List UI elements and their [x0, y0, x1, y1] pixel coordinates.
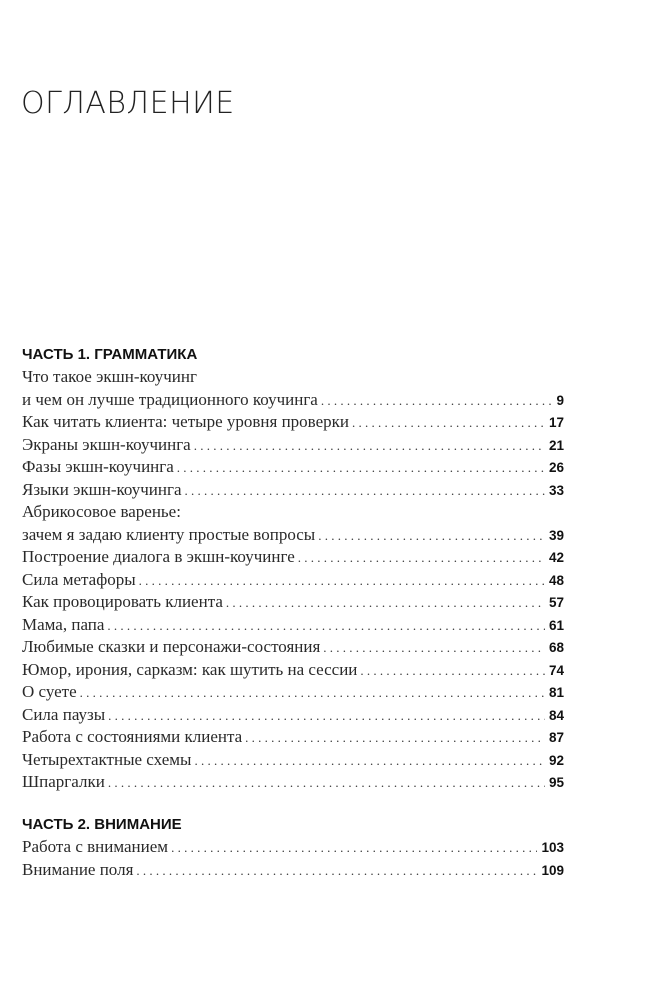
- entry-title: Работа с состояниями клиента: [22, 727, 243, 746]
- entry-title: Сила паузы: [22, 704, 106, 724]
- dot-leader: [318, 525, 545, 548]
- entry-title-line1: Абрикосовое варенье:: [22, 502, 181, 521]
- dot-leader: [321, 390, 553, 413]
- dot-leader: [323, 637, 545, 660]
- dot-leader: [108, 705, 545, 728]
- toc-entry[interactable]: [22, 681, 564, 704]
- dot-leader: [245, 727, 545, 750]
- toc-entry[interactable]: [22, 389, 564, 412]
- toc-entry[interactable]: [22, 859, 564, 882]
- toc-entry[interactable]: [22, 836, 564, 859]
- page-number: 92: [548, 752, 564, 768]
- dot-leader: [194, 435, 545, 458]
- entry-title: Экраны экшн-коучинга: [22, 434, 191, 454]
- entry-title: и чем он лучше традиционного коучинга: [22, 389, 318, 409]
- toc-entry[interactable]: [22, 614, 564, 637]
- toc-entry[interactable]: [22, 659, 564, 682]
- entry-title: Мама, папа: [22, 614, 105, 634]
- toc-entry[interactable]: [22, 411, 564, 434]
- entry-title: Построение диалога в экшн-коучинге: [22, 547, 295, 566]
- dot-leader: [107, 615, 545, 638]
- page-number: 57: [548, 595, 564, 610]
- dot-leader: [185, 480, 545, 503]
- page-number: 81: [548, 685, 564, 700]
- entry-title: О суете: [22, 682, 77, 701]
- dot-leader: [360, 660, 545, 683]
- entry-title: Четырехтактные схемы: [22, 749, 192, 769]
- toc-part-1: [22, 344, 564, 794]
- entry-title: Языки экшн-коучинга: [22, 479, 182, 499]
- toc-entry-line: [22, 501, 564, 524]
- page-number: 74: [548, 662, 564, 678]
- page-number: 26: [548, 460, 564, 475]
- toc-entry[interactable]: [22, 749, 564, 772]
- part-heading: ЧАСТЬ 1. ГРАММАТИКА: [22, 346, 198, 363]
- page-number: 48: [548, 572, 564, 588]
- page-number: 17: [548, 415, 564, 430]
- toc-entry[interactable]: [22, 569, 564, 592]
- toc-entry-line: [22, 366, 564, 389]
- page-number: 42: [548, 550, 564, 565]
- toc-entry[interactable]: [22, 726, 564, 749]
- dot-leader: [136, 860, 537, 883]
- entry-title: Как читать клиента: четыре уровня проверки: [22, 412, 349, 431]
- toc-entry[interactable]: [22, 434, 564, 457]
- page-number: 68: [548, 640, 564, 655]
- page-number: 21: [548, 437, 564, 453]
- toc-entry[interactable]: [22, 771, 564, 794]
- toc-entry[interactable]: [22, 456, 564, 479]
- page-number: 103: [541, 840, 564, 855]
- dot-leader: [171, 837, 537, 860]
- page-number: 33: [548, 482, 564, 498]
- entry-title-line1: Что такое экшн-коучинг: [22, 367, 197, 386]
- entry-title: Сила метафоры: [22, 569, 136, 589]
- dot-leader: [177, 457, 545, 480]
- entry-title: Юмор, ирония, сарказм: как шутить на сессии: [22, 659, 358, 679]
- toc-entry[interactable]: [22, 524, 564, 547]
- entry-title: Любимые сказки и персонажи-состояния: [22, 637, 321, 656]
- dot-leader: [352, 412, 545, 435]
- dot-leader: [108, 772, 545, 795]
- toc-entry[interactable]: [22, 636, 564, 659]
- page-number: 61: [548, 617, 564, 633]
- page-number: 9: [556, 392, 564, 408]
- page-number: 87: [548, 730, 564, 745]
- entry-title: Как провоцировать клиента: [22, 592, 223, 611]
- page-number: 109: [541, 862, 564, 878]
- toc-entry[interactable]: [22, 546, 564, 569]
- entry-title: Работа с вниманием: [22, 837, 169, 856]
- page-number: 95: [548, 775, 564, 790]
- part-heading: ЧАСТЬ 2. ВНИМАНИЕ: [22, 816, 182, 833]
- dot-leader: [298, 547, 545, 570]
- entry-title: Шпаргалки: [22, 772, 105, 791]
- entry-title: Фазы экшн-коучинга: [22, 457, 174, 476]
- page-number: 39: [548, 527, 564, 543]
- toc-entry[interactable]: [22, 591, 564, 614]
- entry-title: зачем я задаю клиенту простые вопросы: [22, 524, 316, 544]
- page-number: 84: [548, 707, 564, 723]
- dot-leader: [226, 592, 545, 615]
- dot-leader: [139, 570, 545, 593]
- toc-entry[interactable]: [22, 704, 564, 727]
- toc-entry[interactable]: [22, 479, 564, 502]
- entry-title: Внимание поля: [22, 859, 134, 879]
- page-title: ОГЛАВЛЕНИЕ: [21, 86, 235, 121]
- toc-part-2: [22, 814, 564, 881]
- dot-leader: [80, 682, 545, 705]
- dot-leader: [194, 750, 545, 773]
